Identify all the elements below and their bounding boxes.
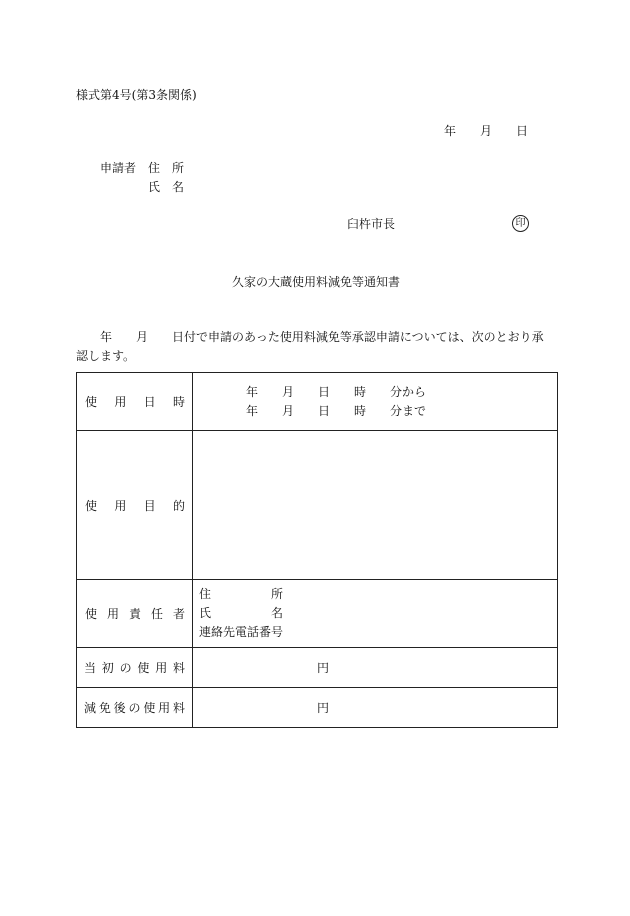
label-char: 任 [150, 607, 163, 621]
label-char: 用 [114, 395, 127, 409]
document-title: 久家の大蔵使用料減免等通知書 [232, 275, 401, 289]
label-char: 使 [85, 395, 98, 409]
applicant-label: 申請者 [100, 161, 137, 175]
label-char: の [128, 701, 141, 715]
label-char: 当 [84, 661, 97, 675]
issuer-title: 臼杵市長 [347, 217, 396, 231]
label-char: 日 [143, 395, 156, 409]
label-char: 後 [113, 701, 126, 715]
label-usage-datetime [77, 373, 193, 431]
body-text-line-2: 認します。 [76, 349, 136, 363]
label-char: 目 [143, 498, 156, 513]
body-text-line-1: 年 月 日付で申請のあった使用料減免等承認申請については、次のとおり承 [76, 330, 544, 344]
applicant-name-label: 氏 名 [148, 180, 185, 194]
label-char: の [119, 661, 132, 675]
seal-mark: 印 [512, 215, 529, 232]
label-char: 用 [155, 661, 168, 675]
row-usage-purpose [77, 431, 558, 580]
initial-fee-yen: 円 [317, 661, 330, 675]
responsible-name-label: 氏 名 [199, 606, 284, 620]
label-char: 使 [85, 607, 98, 621]
value-reduced-fee [193, 688, 558, 728]
row-usage-datetime [77, 373, 558, 431]
label-char: 的 [172, 498, 185, 513]
row-reduced-fee [77, 688, 558, 728]
value-usage-datetime [193, 373, 558, 431]
label-char: 用 [158, 701, 171, 715]
label-char: 用 [106, 607, 119, 621]
label-reduced-fee [77, 688, 193, 728]
row-initial-fee [77, 648, 558, 688]
label-responsible-person [77, 580, 193, 648]
applicant-address-label: 住 所 [148, 161, 185, 175]
datetime-from: 年 月 日 時 分から [246, 384, 427, 399]
date-line: 年 月 日 [444, 124, 529, 138]
label-char: 用 [114, 498, 127, 513]
form-number: 様式第4号(第3条関係) [76, 88, 197, 102]
label-char: 使 [143, 701, 156, 715]
responsible-address-label: 住 所 [199, 587, 284, 601]
responsible-phone-label: 連絡先電話番号 [199, 625, 284, 639]
value-responsible-person [193, 580, 558, 648]
label-char: 使 [137, 661, 150, 675]
label-char: 時 [172, 395, 185, 409]
label-usage-purpose [77, 431, 193, 580]
value-initial-fee [193, 648, 558, 688]
datetime-to: 年 月 日 時 分まで [246, 403, 427, 418]
label-char: 免 [98, 701, 111, 715]
value-usage-purpose [193, 431, 558, 580]
label-char: 責 [128, 607, 141, 621]
label-char: 料 [172, 661, 185, 675]
row-responsible-person [77, 580, 558, 648]
label-char: 減 [84, 701, 97, 715]
usage-table [76, 372, 558, 728]
label-initial-fee [77, 648, 193, 688]
label-char: 使 [85, 498, 98, 513]
label-char: 初 [101, 661, 114, 675]
reduced-fee-yen: 円 [317, 701, 330, 715]
label-char: 者 [172, 607, 185, 621]
label-char: 料 [172, 701, 185, 715]
